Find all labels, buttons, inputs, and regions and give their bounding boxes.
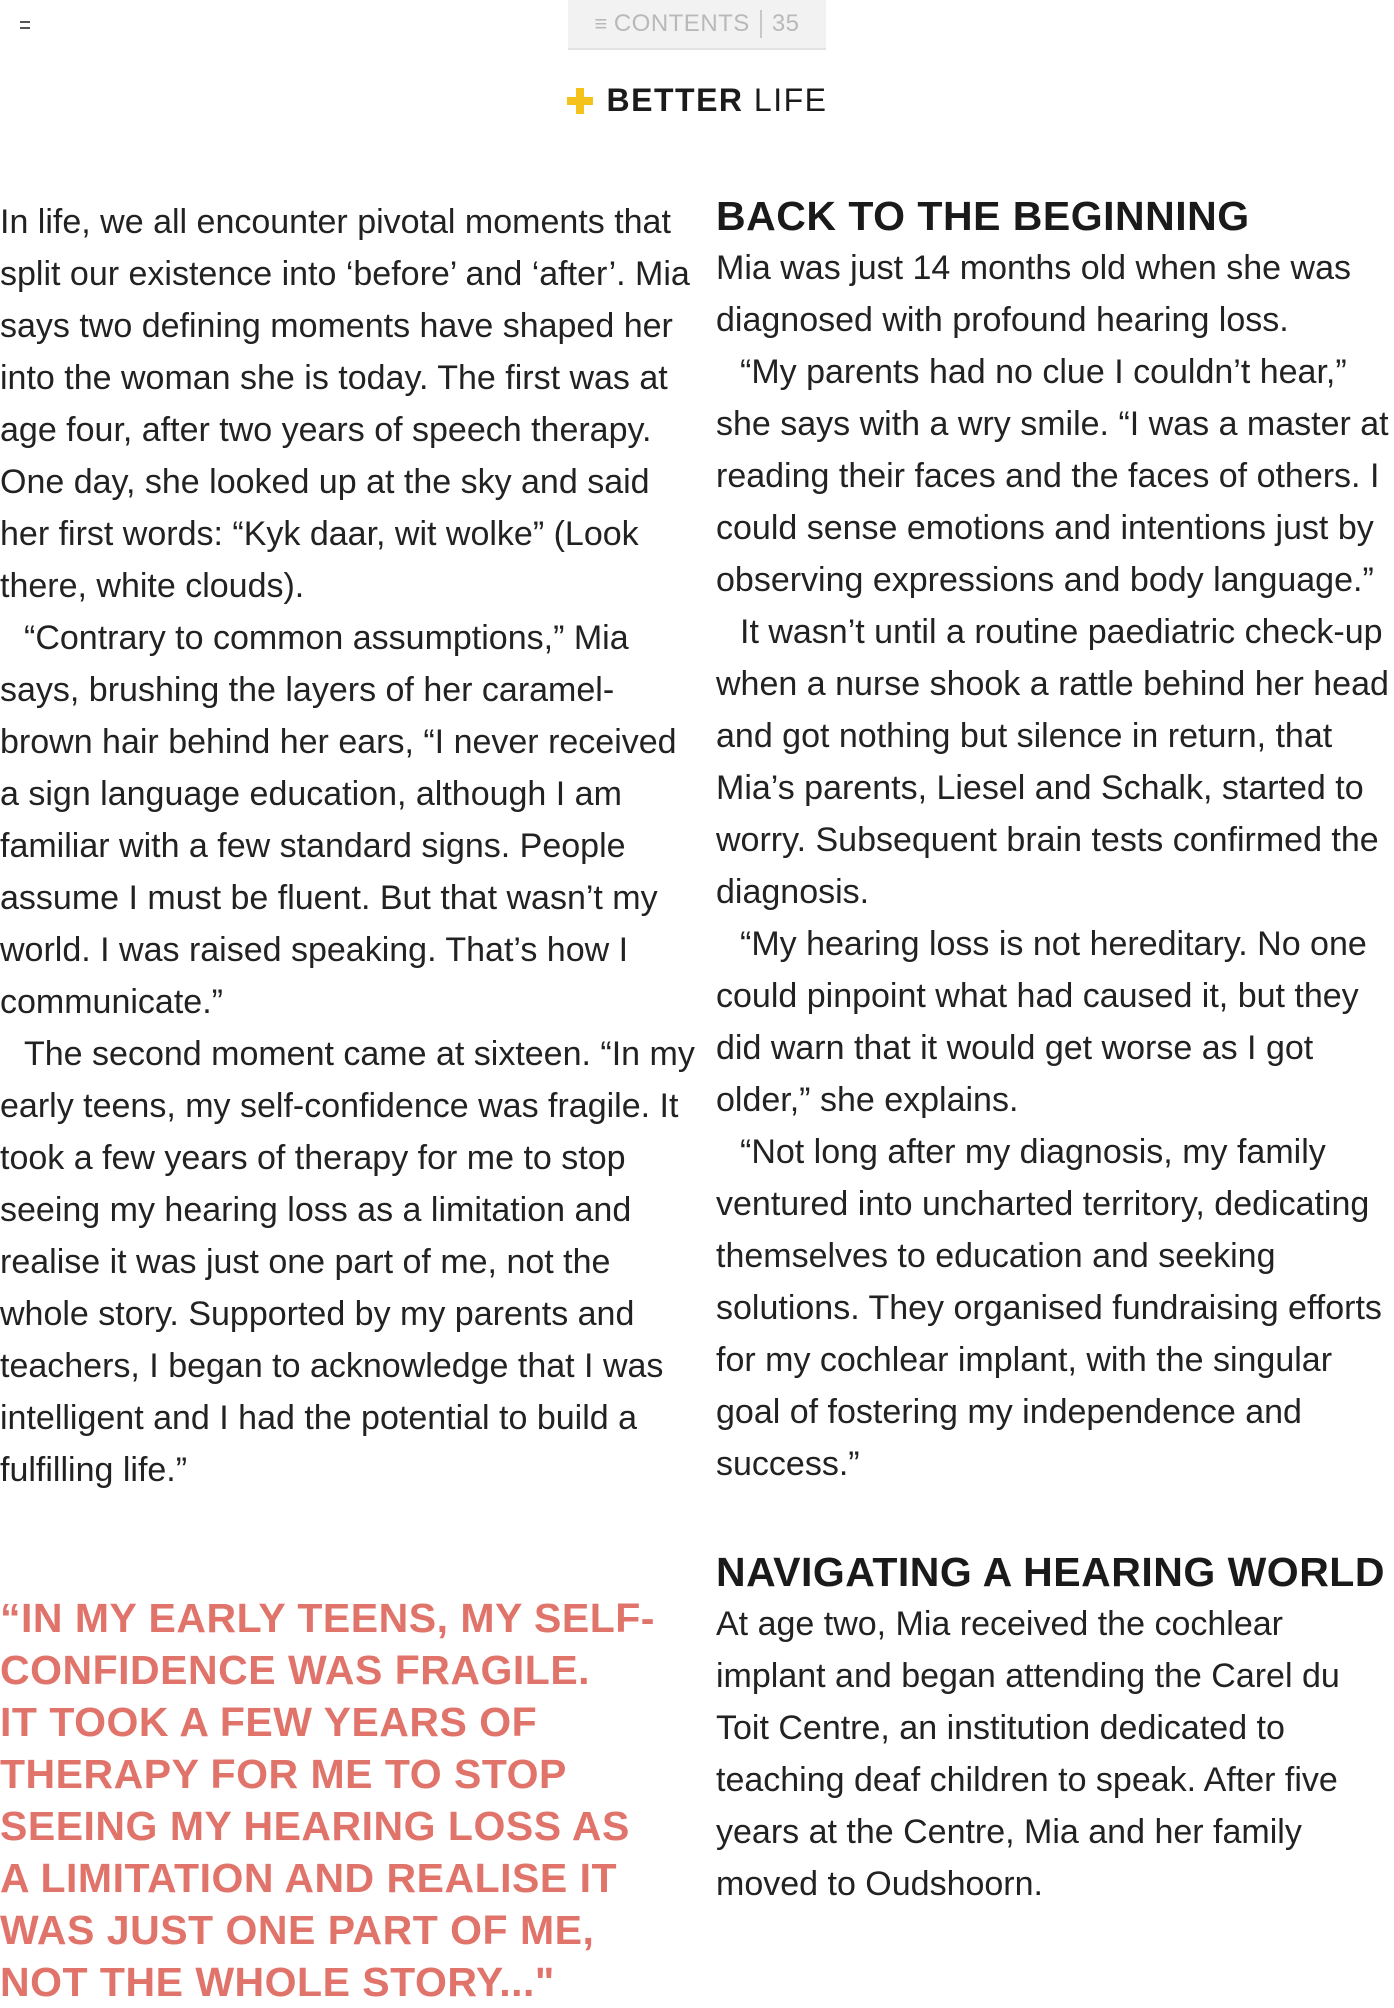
menu-icon[interactable] (20, 21, 30, 29)
pull-quote: “IN MY EARLY TEENS, MY SELF- CONFIDENCE WAS FRAGILE. IT TOOK A FEW YEARS OF THERAPY FOR ME TO STOP SEEING MY HEARING LOSS AS A LIMITATION AND REALISE IT WAS JUST ONE PART OF ME, NOT THE WHOLE STORY..." (0, 1595, 655, 2005)
paragraph: The second moment came at sixteen. “In my early teens, my self-confidence was fragile. It took a few years of therapy for me to stop seeing my hearing loss as a limitation and realise it was just one part of me, not the whole story. Supported by my parents and teachers, I began to acknowledge that I was intelligent and I had the potential to build a fulfilling life.” (0, 1035, 695, 1489)
paragraph: Mia was just 14 months old when she was diagnosed with profound hearing loss. (716, 249, 1351, 339)
divider (760, 10, 762, 38)
paragraph: “My hearing loss is not hereditary. No one could pinpoint what had caused it, but they did warn that it would get worse as I got older,” she explains. (716, 925, 1367, 1119)
paragraph: In life, we all encounter pivotal moments that split our existence into ‘before’ and ‘after’. Mia says two defining moments have shaped her into the woman she is today. The first was at age four, after two years of speech therapy. One day, she looked up at the sky and said her first words: “Kyk daar, wit wolke” (Look there, white clouds). (0, 203, 690, 605)
right-column (716, 190, 1394, 1910)
plus-icon (567, 88, 593, 114)
section-header (0, 82, 1394, 119)
contents-label: CONTENTS (613, 10, 750, 37)
page-number: 35 (771, 10, 800, 37)
section-label-bold: BETTER (606, 82, 744, 118)
section-heading: BACK TO THE BEGINNING (716, 193, 1250, 239)
section-label-light: LIFE (753, 82, 828, 118)
left-column (0, 196, 700, 1496)
paragraph: It wasn’t until a routine paediatric check-up when a nurse shook a rattle behind her head and got nothing but silence in return, that Mia’s parents, Liesel and Schalk, started to worry. Subsequent brain tests confirmed the diagnosis. (716, 613, 1389, 911)
list-icon: ≡ (594, 11, 608, 36)
paragraph: “Not long after my diagnosis, my family ventured into uncharted territory, dedicating themselves to education and seeking solutions. They organised fundraising efforts for my cochlear implant, with the singular goal of fostering my independence and success.” (716, 1133, 1382, 1483)
contents-button[interactable] (568, 0, 826, 50)
section-heading: NAVIGATING A HEARING WORLD (716, 1549, 1385, 1595)
paragraph: “My parents had no clue I couldn’t hear,” she says with a wry smile. “I was a master at reading their faces and the faces of others. I could sense emotions and intentions just by observing expressions and body language.” (716, 353, 1389, 599)
paragraph: “Contrary to common assumptions,” Mia says, brushing the layers of her caramel-brown hair behind her ears, “I never received a sign language education, although I am familiar with a few standard signs. People assume I must be fluent. But that wasn’t my world. I was raised speaking. That’s how I communicate.” (0, 619, 677, 1021)
paragraph: At age two, Mia received the cochlear implant and began attending the Carel du Toit Centre, an institution dedicated to teaching deaf children to speak. After five years at the Centre, Mia and her family moved to Oudshoorn. (716, 1605, 1340, 1903)
